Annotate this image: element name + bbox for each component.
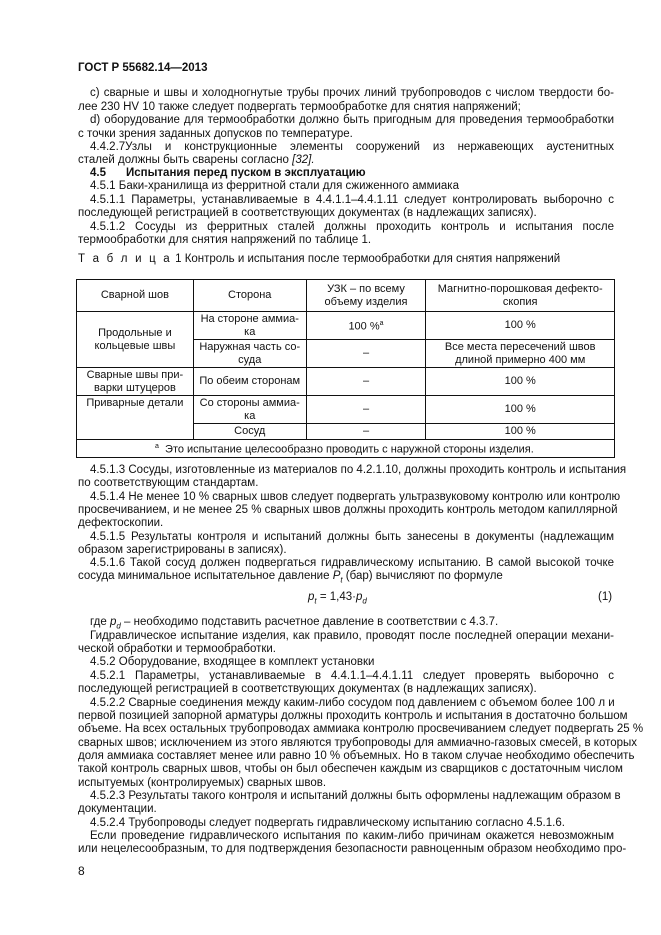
table-cell: 100 %	[426, 424, 615, 440]
table-cell: По обеим сторонам	[193, 368, 306, 396]
paragraph-line: документации.	[78, 803, 157, 815]
formula-operator: = 1,43·	[316, 591, 356, 603]
footnote-marker: a	[155, 442, 159, 450]
variable: P	[332, 570, 341, 582]
table-cell: 100 %	[426, 396, 615, 424]
column-header: Сторона	[193, 280, 306, 312]
formula-variable: p	[308, 591, 315, 603]
paragraph-line: 4.5.2.4 Трубопроводы следует подвергать гидравлическому испытанию согласно 4.5.1.6.	[90, 817, 565, 829]
paragraph-line: c) сварные и швы и холодногнутые трубы прочих линий трубопроводов с числом твердости бо-	[90, 87, 614, 99]
table-cell: На стороне аммиа-ка	[193, 312, 306, 340]
table-cell: Все места пересечений швов длиной примерно 400 мм	[426, 340, 615, 368]
document-header: ГОСТ Р 55682.14—2013	[78, 62, 208, 74]
table-row	[77, 312, 615, 340]
table-cell: Со стороны аммиа-ка	[193, 396, 306, 424]
table-cell: 100 %	[426, 368, 615, 396]
paragraph-line: 4.5.1.4 Не менее 10 % сварных швов следует подвергать ультразвуковому контролю или контролю	[90, 491, 621, 503]
table-row	[77, 396, 615, 424]
column-header: УЗК – по всему объему изделия	[306, 280, 426, 312]
variable-subscript: t	[340, 575, 343, 585]
table-cell: –	[306, 368, 426, 396]
paragraph-line: сварных швов; исключением из этого являются трубопроводы для аммиачно-газовых смесей, в которых	[78, 737, 638, 749]
footnote-marker: a	[379, 319, 384, 327]
paragraph-line: лее 230 HV 10 также следует подвергать термообработке для снятия напряжений;	[78, 101, 521, 113]
reference-link: [32].	[292, 154, 315, 166]
paragraph-line: 4.5.2.2 Сварные соединения между каким-либо сосудом под давлением с объемом более 100 л и	[90, 697, 615, 709]
paragraph-line	[78, 570, 614, 586]
table-header-row	[77, 280, 615, 312]
paragraph-line: по соответствующим стандартам.	[78, 477, 259, 489]
table-row	[77, 368, 615, 396]
paragraph-text: – необходимо подставить расчетное давление в соответствии с 4.3.7.	[120, 616, 499, 628]
section-heading	[78, 167, 626, 180]
table-cell: –	[306, 396, 426, 424]
paragraph-line: термообработки для снятия напряжений по таблице 1.	[78, 234, 372, 246]
column-header: Сварной шов	[77, 280, 194, 312]
paragraph-line: последующей регистрацией в соответствующих документах (в надлежащих записях).	[78, 683, 537, 695]
paragraph-line: дефектоскопии.	[78, 517, 164, 529]
paragraph-line: первой позицией запорной арматуры должны проходить контроль и испытания в достаточно большом	[78, 710, 628, 722]
paragraph-line: 4.4.2.7Узлы и конструкционные элементы сооружений из нержавеющих аустенитных	[90, 141, 614, 153]
paragraph-line: или нецелесообразным, то для подтверждения безопасности равноценным образом необходимо про-	[78, 843, 627, 855]
cell-value: 100 %	[348, 320, 380, 333]
formula	[308, 591, 367, 605]
paragraph-line: ческой обработки и термообработки.	[78, 643, 277, 655]
paragraph-line: 4.5.1.2 Сосуды из ферритных сталей должны проходить контроль и испытания после	[90, 221, 614, 233]
footnote-text: Это испытание целесообразно проводить с наружной стороны изделия.	[165, 443, 534, 456]
table-cell: –	[306, 340, 426, 368]
paragraph-line: 4.5.1.3 Сосуды, изготовленные из материалов по 4.2.1.10, должны проходить контроль и испытания	[90, 464, 627, 476]
paragraph-text: (бар) вычисляют по формуле	[342, 570, 503, 582]
table-footnote-row	[77, 439, 615, 457]
paragraph-line: с точки зрения заданных допусков по температуре.	[78, 128, 353, 140]
paragraph-line: 4.5.1.6 Такой сосуд должен подвергаться гидравлическому испытанию. В самой высокой точке	[90, 557, 614, 569]
paragraph-line: последующей регистрацией в соответствующих документах (в надлежащих записях).	[78, 207, 537, 219]
table-cell: 100 %	[426, 312, 615, 340]
paragraph-line: испытуемых (контролируемых) сварных швов.	[78, 777, 327, 789]
table-cell: Приварные детали	[77, 396, 194, 440]
section-title: Испытания перед пуском в эксплуатацию	[126, 167, 366, 179]
paragraph-line	[78, 154, 614, 167]
table-cell: Наружная часть со-суда	[193, 340, 306, 368]
formula-number: (1)	[598, 591, 613, 603]
paragraph-line: d) оборудование для термообработки должно быть пригодным для проведения термообработки	[90, 114, 614, 126]
column-header: Магнитно-порошковая дефекто-скопия	[426, 280, 615, 312]
table-cell: Сосуд	[193, 424, 306, 440]
paragraph-line: 4.5.2.1 Параметры, устанавливаемые в 4.4.1.1–4.4.1.11 следует проверять выборочно с	[90, 670, 614, 682]
paragraph-line: просвечиванием, и не менее 25 % сварных швов должны проходить контроль методом капиллярной	[78, 504, 618, 516]
section-number: 4.5	[90, 167, 106, 179]
page-number: 8	[78, 864, 85, 878]
paragraph-line: образом зарегистрированы в записях).	[78, 544, 287, 556]
table-cell: –	[306, 424, 426, 440]
paragraph-line: объеме. На всех остальных трубопроводах аммиака контролю просвечиванием следует подвергать 25 %	[78, 723, 644, 735]
table-footnote	[77, 439, 615, 457]
caption-text: 1 Контроль и испытания после термообработки для снятия напряжений	[171, 253, 561, 265]
table-caption	[78, 253, 560, 265]
subsection-heading: 4.5.1 Баки-хранилища из ферритной стали для сжиженного аммиака	[90, 180, 459, 192]
table-cell	[306, 312, 426, 340]
variable: p	[109, 616, 117, 628]
inspection-table	[76, 279, 615, 458]
formula-variable: p	[355, 591, 363, 603]
paragraph-line: Гидравлическое испытание изделия, как правило, проводят после последней операции механи-	[90, 630, 614, 642]
formula-subscript: d	[362, 596, 367, 606]
paragraph-line: 4.5.1.1 Параметры, устанавливаемые в 4.4.1.1–4.4.1.11 следует контролировать выборочно с	[90, 194, 614, 206]
paragraph-line: 4.5.1.5 Результаты контроля и испытаний должны быть занесены в документы (надлежащим	[90, 531, 614, 543]
table-cell: Сварные швы при-варки штуцеров	[77, 368, 194, 396]
table-cell: Продольные и кольцевые швы	[77, 312, 194, 368]
caption-word: Т а б л и ц а	[78, 253, 172, 265]
paragraph-text: где	[90, 616, 110, 628]
formula-subscript: t	[314, 596, 317, 606]
subsection-heading: 4.5.2 Оборудование, входящее в комплект установки	[90, 656, 375, 668]
paragraph-line: Если проведение гидравлического испытания по каким-либо причинам окажется невозможным	[90, 830, 614, 842]
paragraph-text: сталей должны быть сварены согласно	[78, 154, 293, 166]
paragraph-text: сосуда минимальное испытательное давление	[78, 570, 333, 582]
variable-subscript: d	[116, 621, 121, 631]
paragraph-line: 4.5.2.3 Результаты такого контроля и испытаний должны быть оформлены надлежащим образом в	[90, 790, 621, 802]
paragraph-line: такой контроль сварных швов, чтобы он был обеспечен каждым из сварщиков с достаточным числом	[78, 763, 623, 775]
paragraph-line: доля аммиака составляет менее или равно 10 % объемных. Но в таком случае необходимо обеспечить	[78, 750, 635, 762]
